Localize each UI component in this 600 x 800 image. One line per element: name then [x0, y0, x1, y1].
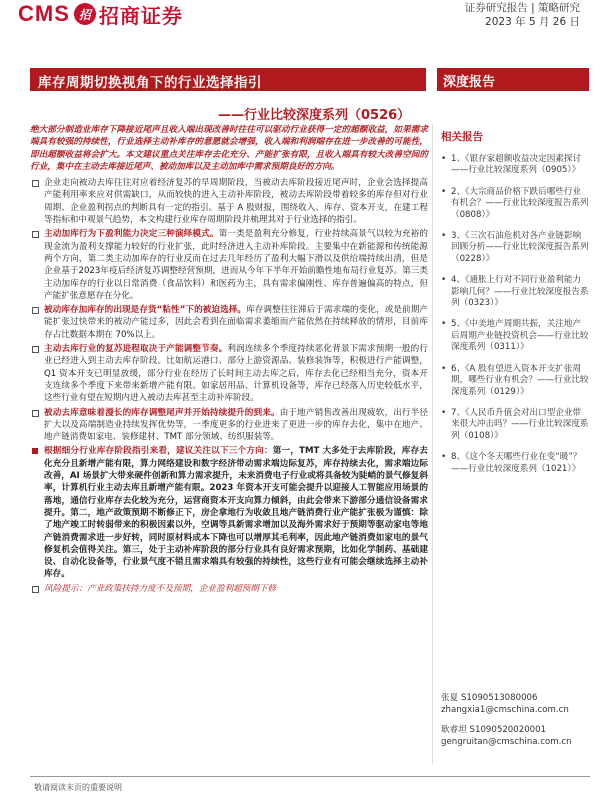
- risk-item: [30, 583, 428, 595]
- bullet-text: 库存调整往往滞后于需求端的变化，或是前期产能扩张过快带来的被动产能过多，因此会看到在面临需求萎缩而产能依然在持续释放的情形，目前库存占比数据本期在 70%以上。: [44, 305, 428, 340]
- footer-divider: [30, 776, 590, 777]
- report-date: 2023 年 5 月 26 日: [485, 16, 580, 28]
- bullet-text: 利润连续多个季度持续恶化背景下需求预期一般的行业已经进入到主动去库存阶段。比如航运港口、部分上游资源品、装修装饰等，积极进行产能调整，Q1 资本开支已明显放缓，部分行业在经历了长时间主动去库之后，库存去化已经相当充分，资本开支连续多个季度下来带来新增产能有限。如家居用品、计算机设备等，库存已经落入历史较低水平，这些行业有望在短期内进入被动去库甚至主动补库阶段。: [44, 344, 428, 404]
- bullet-square-icon: [32, 307, 39, 314]
- analyst-block: [441, 692, 569, 716]
- report-subtitle: ——行业比较深度系列（0526）: [218, 108, 411, 123]
- bullet-item: [30, 228, 428, 302]
- bullet-item: [30, 177, 428, 226]
- main-column: [30, 124, 428, 597]
- analyst-email[interactable]: zhangxia1@cmschina.com.cn: [441, 705, 569, 715]
- bullet-square-icon: [32, 180, 39, 187]
- side-banner: [437, 68, 589, 91]
- summary-paragraph: 绝大部分制造业库存下降接近尾声且收入端出现改善时往往可以驱动行业获得一定的超额收益，如果需求端具有较强的持续性，行业选择主动补库存的意愿就会增强，收入端和利润端存在进一步改善的可能性，即出超额收益将会扩大。本文建议重点关注库存去化充分、产能扩张有限，且收入端具有较大改善空间的行业，集中在主动去库接近尾声、被动加库以及主动加库中需求预期良好的方向。: [30, 125, 428, 172]
- risk-warning: 风险提示：产业政策扶持力度不及预期，企业盈利超预期下修: [44, 583, 277, 594]
- bullet-text: 第一类是盈利充分修复，行业持续高景气以较为充裕的现金流为盈利支撑能力较好的行业扩张，此时经济进入主动补库阶段。主要集中在新能源和传统能源两个方向，第二类主动加库存的行业反而在过去几年经历了盈利大幅下滑以及供给端持续出清，但是企业基于2023年疫后经济复苏调整经营预期，进而从今年下半年开始前瞻性地布局行业复苏。第三类主动加库存的行业以日常消费（食品饮料）和医药为主，具有需求偏刚性、库存普遍偏高的特点，但产能扩张意愿存在分化。: [44, 229, 428, 301]
- side-banner-label: 深度报告: [443, 75, 496, 90]
- related-report-link[interactable]: • 3、《三次石油危机对各产业链影响回顾分析——行业比较深度报告系列（0228）》: [441, 231, 589, 264]
- column-divider: [432, 124, 433, 764]
- bullet-square-icon: [32, 346, 39, 353]
- bullet-dot-icon: •: [441, 231, 447, 242]
- related-report-link[interactable]: • 5、《中美地产周期共振，关注地产后周期产业链投资机会——行业比较深度系列（0311）》: [441, 319, 589, 353]
- company-logo: [18, 2, 183, 26]
- bullet-item: [30, 445, 428, 580]
- bullet-square-icon: [32, 586, 39, 593]
- bullet-item: [30, 304, 428, 341]
- bullet-text: 第一，TMT 大多处于去库阶段，库存去化充分且新增产能有限，算力网络建设和数字经济带动需求端边际复苏，库存持续去化，需求端边际改善，AI 场景扩大带来硬件创新和算力需求提升，未来消费电子行业或将具备较为陡峭的景气修复斜率，计算机行业主动去库且新增产能有限。2023 年资本开支可能会提升以迎接人工智能应用场景的落地，通信行业库存去化较为充分，运营商资本开支向算力倾斜，由此会带来下游部分通信设备需求提升。第二，地产政策预期不断修正下，房企拿地行为收敛且地产链消费行业产能扩张极为谨慎：除了地产竣工时转弱带来的积极因素以外，空调等具新需求增加以及海外需求好于预期等驱动家电等地产链消费需求进一步好转，同时原材料成本下降也可以增厚其毛利率，因此地产链消费如家电的景气修复机会值得关注。第三，处于主动补库阶段的部分行业具有良好需求预期，比如化学制药、基础建设、自动化设备等，行业景气度不错且需求端具有较强的持续性，这些行业有可能会继续选择主动补库存。: [44, 446, 428, 580]
- bullet-dot-icon: •: [441, 154, 447, 164]
- side-column: [437, 124, 589, 485]
- title-bar: [30, 68, 426, 91]
- bullet-heading: 主动去库行业的复苏进程取决于产能调整节奏。: [44, 344, 228, 355]
- bullet-text: 由于地产销售改善出现疲软，出行半径扩大以及高端制造业持续发挥优势等，一季度更多的行业进来了更进一步的库存去化，集中在地产、地产链消费如家电、装修建材、TMT 部分领域、纺织服装等。: [44, 407, 428, 443]
- report-type: 证券研究报告 | 策略研究: [464, 2, 580, 14]
- page-header: [0, 0, 600, 58]
- bullet-square-icon: [32, 231, 39, 238]
- bullet-dot-icon: •: [441, 186, 447, 197]
- bullet-dot-icon: •: [441, 363, 447, 374]
- logo-mark-icon: 招: [74, 3, 96, 25]
- analyst-email[interactable]: gengruitan@cmschina.com.cn: [441, 737, 572, 747]
- logo-latin: CMS: [18, 1, 70, 26]
- bullet-dot-icon: •: [441, 275, 447, 286]
- bullet-heading: 被动去库意味着漫长的库存调整尾声并开始持续提升的到来。: [44, 407, 280, 418]
- bullet-dot-icon: •: [441, 452, 447, 463]
- related-report-link[interactable]: • 2、《大宗商品价格下跌后哪些行业有机会？——行业比较深度报告系列（0808）》: [441, 186, 589, 220]
- related-report-link[interactable]: • 8、《这个冬天哪些行业在变“暖”？——行业比较深度系列（1021）》: [441, 452, 582, 474]
- bullet-heading: 主动加库行为下盈利能力决定三种演绎模式。: [44, 229, 219, 240]
- analyst-name-id: 张夏 S1090513080006: [441, 693, 538, 703]
- bullet-dot-icon: •: [441, 407, 447, 418]
- analyst-name-id: 耿睿坦 S1090520020001: [441, 725, 547, 735]
- bullet-square-icon: [32, 410, 39, 417]
- bullet-square-icon: [32, 448, 38, 454]
- bullet-text: 企业走向被动去库往往对应着经济复苏的早周期阶段，当被动去库阶段接近尾声时，企业会选择提高产能利用率来应对供需缺口，从而较快的进入主动补库阶段，被动去库阶段带着较多的库存但对行业周期、企业盈利拐点的判断具有一定的指引。基于 A 股财报，围绕收入、库存、资本开支，在建工程等指标和中观景气趋势，本文构建行业库存周期阶段并梳理其对于行业选择的指引。: [44, 178, 428, 226]
- report-title: 库存周期切换视角下的行业选择指引: [38, 75, 262, 91]
- logo-chinese: 招商证券: [98, 3, 183, 28]
- related-report-link[interactable]: • 1、《银存家超额收益决定因素探讨——行业比较深度系列（0905）》: [441, 154, 582, 176]
- related-reports-heading: 相关报告: [441, 131, 483, 143]
- bullet-item: [30, 407, 428, 444]
- related-report-link[interactable]: • 6、《A 股有望进入资本开支扩张周期，哪些行业有机会？——行业比较深度系列（0129）》: [441, 363, 589, 397]
- bullet-dot-icon: •: [441, 319, 447, 330]
- footer-note: 敬请阅读末页的重要说明: [34, 783, 122, 792]
- related-report-link[interactable]: • 7、《人民币升值会对出口型企业带来很大冲击吗？——行业比较深度系列（0108）》: [441, 407, 589, 441]
- bullet-item: [30, 343, 428, 404]
- related-report-link[interactable]: • 4、《通胀上行对不同行业盈利能力影响几何？——行业比较深度报告系列（0323）》: [441, 275, 589, 309]
- bullet-heading: 根据细分行业库存阶段指引来看，建议关注以下三个方向：: [44, 446, 273, 457]
- bullet-heading: 被动库存加库存的出现是存货“粘性”下的被迫选择。: [44, 305, 247, 316]
- analyst-block: [441, 724, 572, 748]
